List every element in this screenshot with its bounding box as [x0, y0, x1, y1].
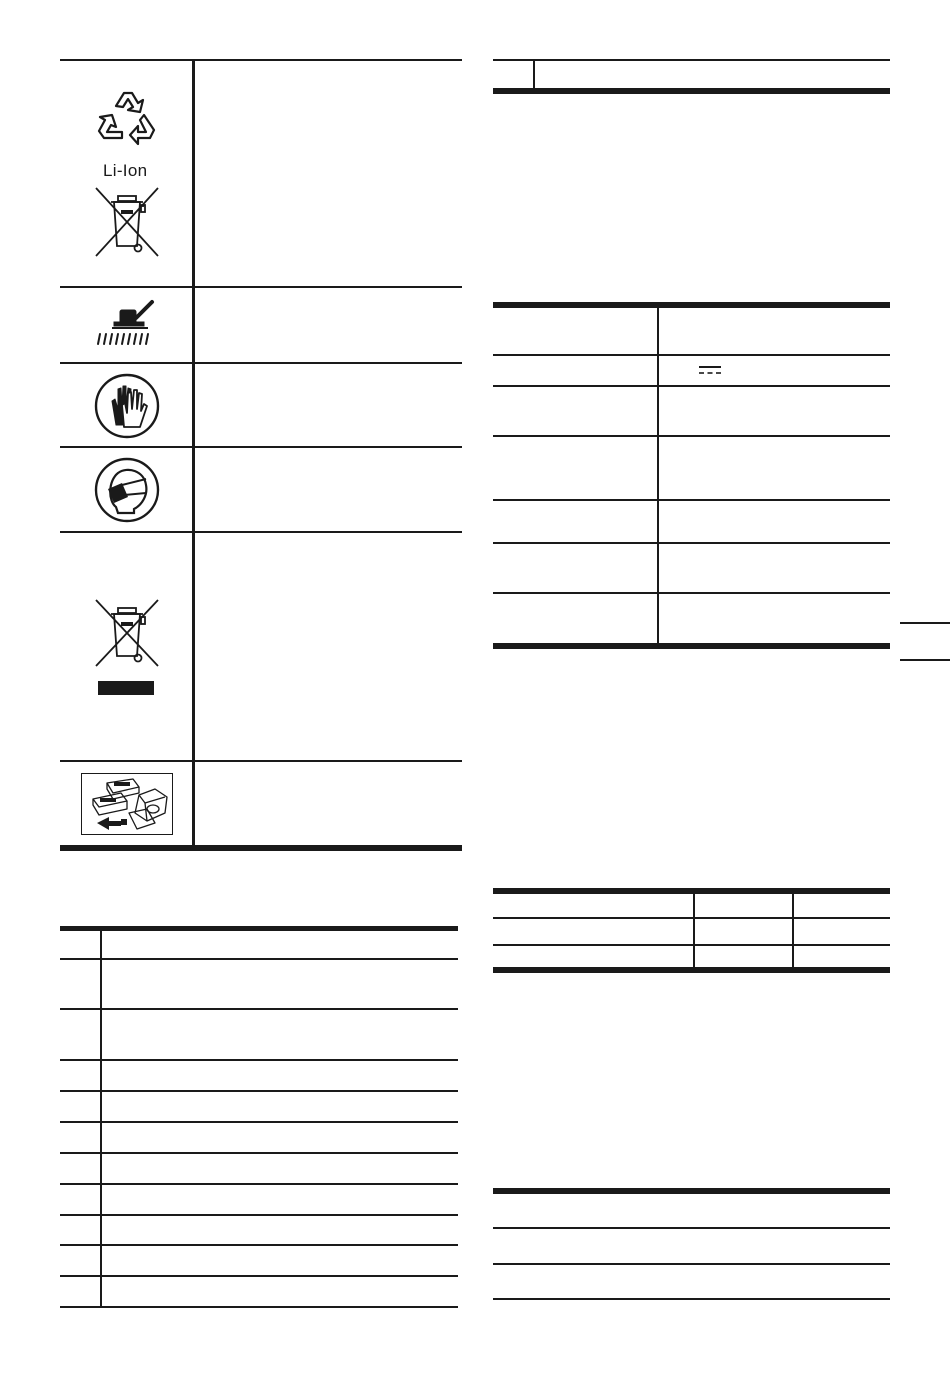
row-separator: [60, 760, 462, 762]
wear-dust-mask-icon: [94, 457, 160, 523]
row-separator: [60, 286, 462, 288]
table-bottom-rule: [493, 643, 890, 649]
battery-charger-illustration-icon: [81, 773, 173, 835]
row-separator: [60, 1183, 458, 1185]
row-separator: [60, 958, 458, 960]
column-divider: [100, 926, 102, 1308]
row-separator: [60, 362, 462, 364]
table-top-rule: [493, 59, 890, 61]
row-separator: [493, 385, 890, 387]
table-bottom-rule: [493, 967, 890, 973]
row-separator: [493, 1263, 890, 1265]
solid-bar-mark: [98, 681, 154, 695]
row-separator: [493, 354, 890, 356]
row-separator: [60, 1152, 458, 1154]
table-bottom-rule: [493, 1298, 890, 1300]
row-separator: [493, 499, 890, 501]
row-separator: [60, 1090, 458, 1092]
row-separator: [60, 1275, 458, 1277]
row-separator: [493, 542, 890, 544]
row-separator: [60, 531, 462, 533]
table-top-rule: [60, 59, 462, 61]
column-divider: [192, 60, 195, 850]
column-divider: [657, 304, 659, 648]
row-separator: [60, 1121, 458, 1123]
row-separator: [493, 917, 890, 919]
row-separator: [60, 1214, 458, 1216]
row-separator: [60, 446, 462, 448]
side-tab-mark: [900, 659, 950, 661]
side-tab-mark: [900, 622, 950, 624]
crossed-out-wheelie-bin-icon: [94, 186, 160, 258]
wear-gloves-icon: [94, 373, 160, 439]
row-separator: [60, 1059, 458, 1061]
table-top-rule: [493, 1188, 890, 1194]
row-separator: [493, 1227, 890, 1229]
column-divider: [693, 890, 695, 972]
li-ion-label: Li-Ion: [103, 161, 148, 180]
mower-blade-icon: [94, 298, 156, 350]
row-separator: [493, 944, 890, 946]
table-bottom-rule: [493, 88, 890, 94]
recycle-icon: [94, 88, 160, 154]
row-separator: [493, 592, 890, 594]
table-bottom-rule: [60, 845, 462, 851]
row-separator: [60, 1008, 458, 1010]
row-separator: [60, 1244, 458, 1246]
row-separator: [493, 435, 890, 437]
direct-current-icon: [698, 364, 722, 376]
table-bottom-rule: [60, 1306, 458, 1308]
table-top-rule: [60, 926, 458, 931]
crossed-out-wheelie-bin-icon: [94, 598, 160, 668]
table-top-rule: [493, 302, 890, 308]
column-divider: [792, 890, 794, 972]
table-top-rule: [493, 888, 890, 894]
